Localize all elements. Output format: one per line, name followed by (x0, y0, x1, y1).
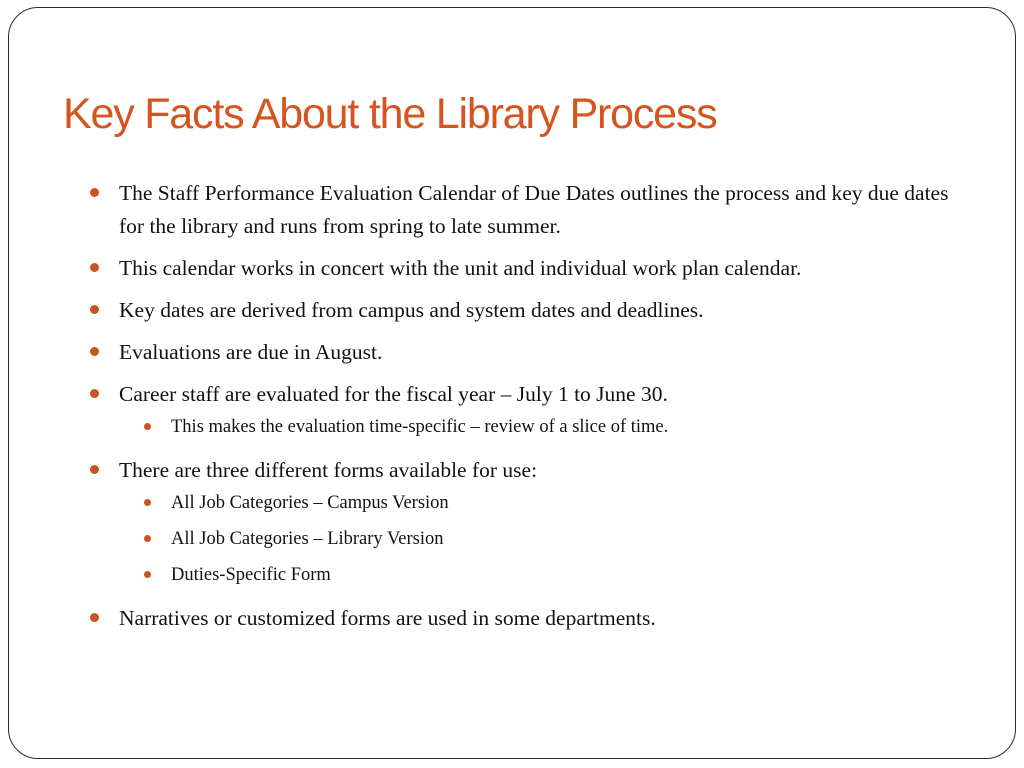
list-item-text: This calendar works in concert with the unit and individual work plan calendar. (119, 256, 802, 280)
list-item (85, 602, 965, 635)
bullet-dot-icon (90, 263, 99, 272)
sub-list-item (85, 490, 965, 516)
list-item (85, 336, 965, 369)
list-item (85, 454, 965, 487)
bullet-dot-icon (90, 389, 99, 398)
sub-bullet-dot-icon (144, 423, 151, 430)
list-item-text: Career staff are evaluated for the fiscal year – July 1 to June 30. (119, 382, 668, 406)
sub-list-item (85, 526, 965, 552)
list-item-text: Evaluations are due in August. (119, 340, 383, 364)
slide (8, 7, 1016, 759)
bullet-dot-icon (90, 305, 99, 314)
list-item-text: The Staff Performance Evaluation Calendar of Due Dates outlines the process and key due dates for the library and runs from spring to late summer. (119, 181, 949, 238)
sub-list-item (85, 562, 965, 588)
sub-list-item (85, 414, 965, 440)
sub-list-item-text: This makes the evaluation time-specific – review of a slice of time. (171, 417, 669, 437)
sub-bullet-dot-icon (144, 499, 151, 506)
list-item (85, 252, 965, 285)
bullet-dot-icon (90, 347, 99, 356)
bullet-dot-icon (90, 613, 99, 622)
sub-bullet-dot-icon (144, 535, 151, 542)
list-item-text: There are three different forms available for use: (119, 458, 538, 482)
sub-list-item-text: All Job Categories – Library Version (171, 529, 444, 549)
bullet-dot-icon (90, 465, 99, 474)
list-item-text: Key dates are derived from campus and system dates and deadlines. (119, 298, 704, 322)
list-item (85, 294, 965, 327)
list-item (85, 378, 965, 411)
bullet-dot-icon (90, 188, 99, 197)
slide-title: Key Facts About the Library Process (63, 90, 717, 138)
sub-bullet-dot-icon (144, 571, 151, 578)
sub-list-item-text: All Job Categories – Campus Version (171, 493, 449, 513)
list-item (85, 177, 965, 243)
list-item-text: Narratives or customized forms are used in some departments. (119, 606, 656, 630)
sub-list-item-text: Duties-Specific Form (171, 565, 331, 585)
bullet-list (85, 177, 965, 644)
